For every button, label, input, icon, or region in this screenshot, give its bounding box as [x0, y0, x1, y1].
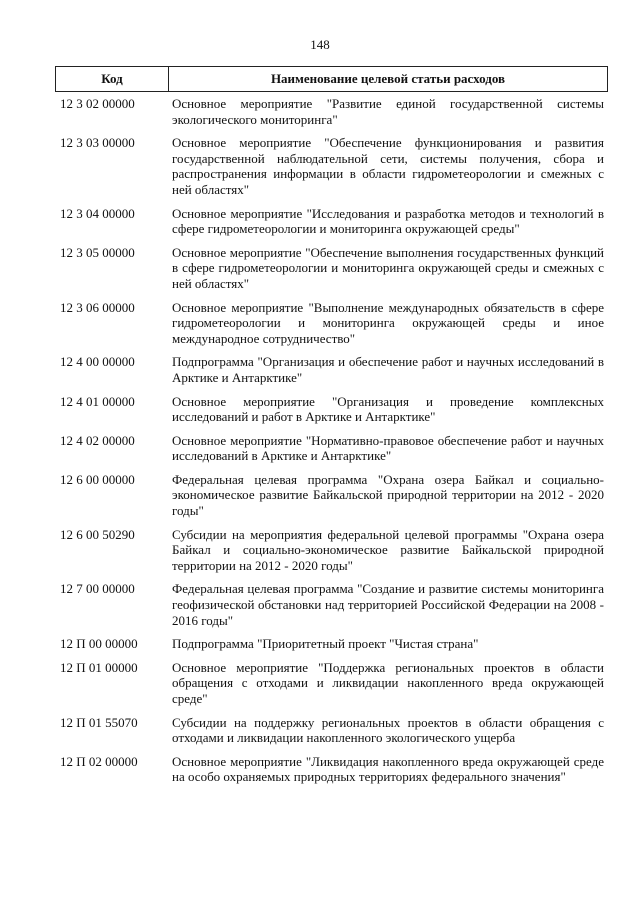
table-body [60, 96, 604, 793]
row-name: Федеральная целевая программа "Создание и развитие системы мониторинга геофизической обстановки над территорией Российской Федерации на 2008 - 2016 годы" [172, 581, 604, 628]
row-code: 12 3 04 00000 [60, 205, 135, 221]
row-code: 12 П 01 00000 [60, 659, 138, 675]
row-code: 12 3 06 00000 [60, 299, 135, 315]
row-code: 12 4 01 00000 [60, 393, 135, 409]
table-row [60, 433, 604, 464]
row-name: Подпрограмма "Приоритетный проект "Чистая страна" [172, 636, 479, 652]
table-row [60, 300, 604, 347]
column-header-name: Наименование целевой статьи расходов [270, 71, 506, 86]
row-name: Основное мероприятие "Развитие единой государственной системы экологического мониторинга" [172, 96, 604, 127]
row-code: 12 П 02 00000 [60, 753, 138, 769]
row-name: Основное мероприятие "Исследования и разработка методов и технологий в сфере гидрометеорологии и мониторинга окружающей среды" [172, 205, 604, 237]
row-code: 12 П 00 00000 [60, 636, 138, 652]
row-name: Основное мероприятие "Организация и проведение комплексных исследований и работ в Арктике и Антарктике" [172, 393, 604, 425]
row-code: 12 7 00 00000 [60, 581, 135, 597]
table-row [60, 206, 604, 237]
row-code: 12 4 00 00000 [60, 354, 135, 370]
row-name: Основное мероприятие "Поддержка региональных проектов в области обращения с отходами и ликвидации накопленного вреда окружающей среде" [172, 659, 604, 706]
table-row [60, 660, 604, 707]
row-name: Субсидии на мероприятия федеральной целевой программы "Охрана озера Байкал и социально-экономическое развитие Байкальской природной территории на 2012 - 2020 годы" [172, 526, 604, 573]
table-row [60, 581, 604, 628]
table-row [60, 754, 604, 785]
table-row [60, 636, 604, 652]
page-number: 148 [310, 37, 330, 52]
table-row [60, 715, 604, 746]
table-row [60, 96, 604, 127]
table-row [60, 472, 604, 519]
row-code: 12 3 05 00000 [60, 244, 135, 260]
row-name: Основное мероприятие "Ликвидация накопленного вреда окружающей среде на особо охраняемых природных территориях федерального значения" [172, 753, 604, 785]
row-name: Основное мероприятие "Выполнение международных обязательств в сфере гидрометеорологии и мониторинга окружающей среды и иное международное сотрудничество" [172, 299, 604, 346]
row-name: Федеральная целевая программа "Охрана озера Байкал и социально-экономическое развитие Байкальской природной территории на 2012 - 2020 годы" [172, 471, 604, 519]
table-row [60, 354, 604, 385]
row-code: 12 6 00 00000 [60, 471, 135, 487]
row-code: 12 П 01 55070 [60, 714, 138, 730]
table-row [60, 245, 604, 292]
row-name: Основное мероприятие "Обеспечение выполнения государственных функций в сфере гидрометеорологии и мониторинга окружающей среды и смежных с ней областях" [172, 244, 604, 291]
row-code: 12 3 02 00000 [60, 96, 135, 111]
row-code: 12 3 03 00000 [60, 135, 135, 151]
row-code: 12 4 02 00000 [60, 432, 135, 448]
table-row [60, 394, 604, 425]
row-name: Основное мероприятие "Обеспечение функционирования и развития государственной наблюдательной сети, системы получения, сбора и распространения информации в области гидрометеорологии и смежных с ней областях" [172, 135, 604, 197]
table-header [55, 66, 608, 92]
table-row [60, 135, 604, 197]
row-name: Подпрограмма "Организация и обеспечение работ и научных исследований в Арктике и Антарктике" [172, 354, 604, 385]
row-name: Основное мероприятие "Нормативно-правовое обеспечение работ и научных исследований в Арктике и Антарктике" [172, 432, 604, 464]
row-code: 12 6 00 50290 [60, 526, 135, 542]
column-header-code: Код [56, 67, 169, 91]
row-name: Субсидии на поддержку региональных проектов в области обращения с отходами и ликвидации накопленного экологического ущерба [172, 714, 604, 746]
table-row [60, 527, 604, 574]
